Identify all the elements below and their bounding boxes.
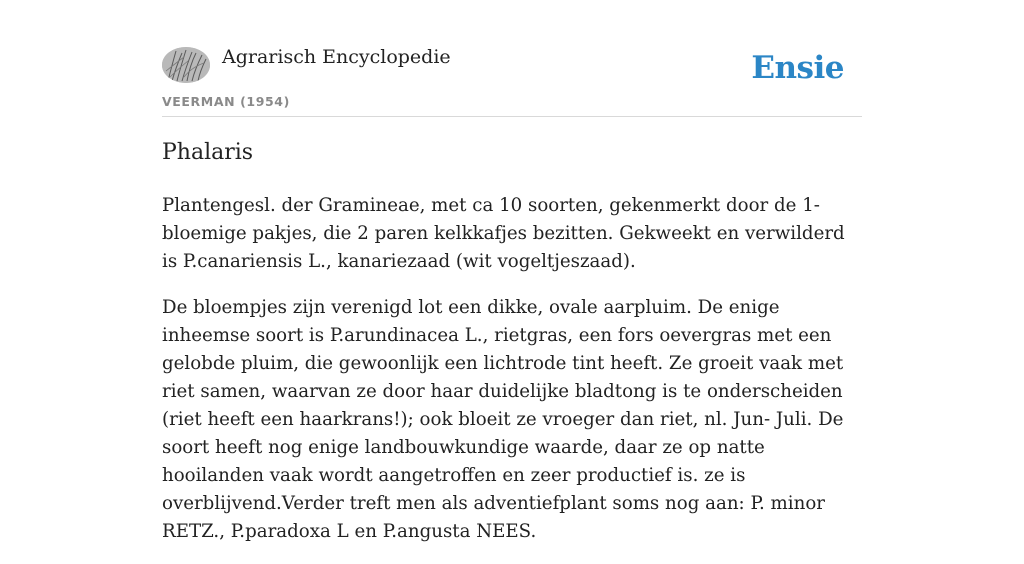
paragraph: Plantengesl. der Gramineae, met ca 10 soorten, gekenmerkt door de 1-bloemige pakjes, die 2 paren kelkkafjes bezitten. Gekweekt en verwilderd is P.canariensis L., kanariezaad (wit vogeltjeszaad).: [162, 195, 845, 272]
brand-logo[interactable]: Ensie: [751, 50, 844, 86]
source-title[interactable]: Agrarisch Encyclopedie: [222, 46, 451, 68]
author-label: VEERMAN (1954): [162, 94, 290, 109]
page: [162, 0, 862, 542]
grass-engraving-icon: [162, 47, 210, 83]
entry-body: [162, 192, 862, 564]
header: [162, 0, 862, 117]
paragraph: De bloempjes zijn verenigd lot een dikke, ovale aarpluim. De enige inheemse soort is P.arundinacea L., rietgras, een fors oevergras met een gelobde pluim, die gewoonlijk een lichtrode tint heeft. Ze groeit vaak met riet samen, waarvan ze door haar duidelijke bladtong is te onderscheiden (riet heeft een haarkrans!); ook bloeit ze vroeger dan riet, nl. Jun- Juli. De soort heeft nog enige landbouwkundige waarde, daar ze op natte hooilanden vaak wordt aangetroffen en zeer productief is. ze is overblijvend.Verder treft men als adventiefplant soms nog aan: P. minor RETZ., P.paradoxa L en P.angusta NEES.: [162, 297, 844, 542]
source-logo[interactable]: [162, 47, 210, 83]
entry-title: Phalaris: [162, 140, 254, 165]
